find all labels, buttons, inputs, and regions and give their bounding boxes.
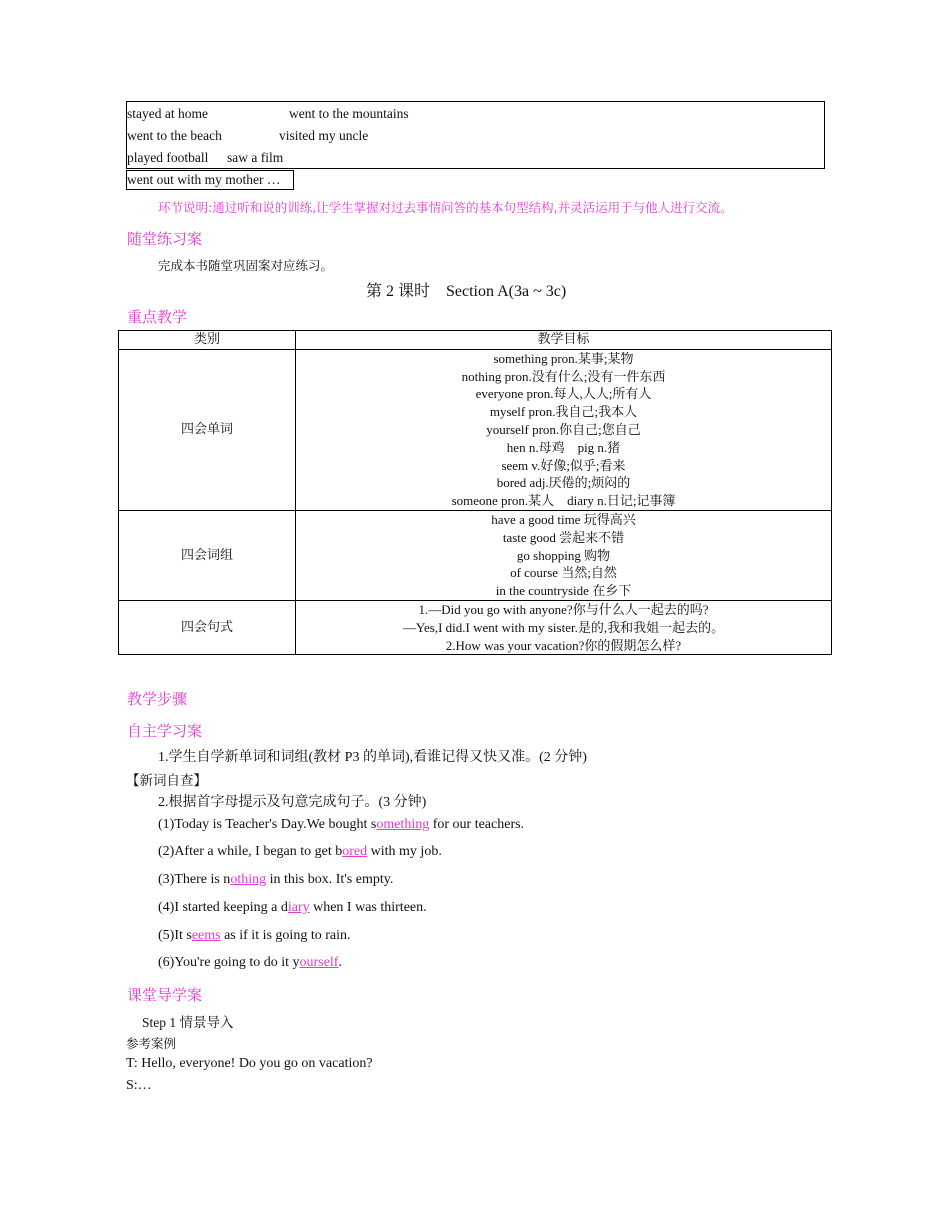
exercise-sentence — [158, 872, 393, 888]
goal-item: nothing pron.没有什么;没有一件东西 — [461, 368, 666, 384]
activity-phrase-box — [126, 101, 825, 169]
goal-item: myself pron.我自己;我本人 — [489, 404, 638, 420]
exercise-sentence — [158, 844, 442, 860]
reference-label: 参考案例 — [126, 1036, 177, 1051]
answer-blank: ourself — [299, 955, 339, 970]
answer-blank: omething — [376, 817, 430, 832]
phrase: went out with my mother … — [127, 172, 281, 187]
phrase: visited my uncle — [279, 128, 369, 143]
goal-item: have a good time 玩得高兴 — [491, 511, 636, 527]
goals-cell — [296, 600, 832, 654]
phrase: played football — [127, 150, 209, 165]
sentence-text: (1)Today is Teacher's Day.We bought s — [158, 817, 377, 832]
goal-item: someone pron.某人 diary n.日记;记事簿 — [451, 493, 676, 509]
teaching-goals-table — [118, 330, 832, 655]
goal-item: taste good 尝起来不错 — [502, 529, 625, 545]
goal-item: seem v.好像;似乎;看来 — [501, 457, 626, 473]
dialogue-teacher: T: Hello, everyone! Do you go on vacation? — [126, 1056, 373, 1071]
sentence-text: with my job. — [367, 844, 442, 859]
sentence-text: . — [338, 955, 342, 970]
dialogue-student: S:… — [126, 1078, 152, 1093]
phrase: stayed at home — [127, 106, 208, 121]
practice-text: 完成本书随堂巩固案对应练习。 — [158, 258, 334, 273]
self-study-heading: 自主学习案 — [127, 722, 203, 740]
sentence-text: when I was thirteen. — [309, 900, 427, 915]
steps-heading: 教学步骤 — [127, 690, 188, 708]
table-header: 教学目标 — [296, 331, 832, 350]
task-2: 2.根据首字母提示及句意完成句子。(3 分钟) — [158, 795, 427, 810]
exercise-sentence — [158, 900, 427, 916]
goals-cell — [296, 349, 832, 510]
phrase: saw a film — [227, 150, 284, 165]
goal-item: 2.How was your vacation?你的假期怎么样? — [445, 637, 682, 653]
sentence-text: (2)After a while, I began to get b — [158, 844, 343, 859]
goals-cell — [296, 510, 832, 600]
table-header: 类别 — [119, 331, 296, 350]
exercise-sentence — [158, 817, 524, 833]
sentence-text: as if it is going to rain. — [220, 928, 351, 943]
lesson-title: 第 2 课时 Section A(3a ~ 3c) — [366, 283, 567, 300]
phrase: went to the beach — [127, 128, 222, 143]
goal-item: everyone pron.每人,人人;所有人 — [475, 386, 652, 402]
goal-item: in the countryside 在乡下 — [495, 583, 632, 599]
goal-item: 1.—Did you go with anyone?你与什么人一起去的吗? — [418, 601, 709, 617]
goal-item: something pron.某事;某物 — [493, 350, 634, 366]
sentence-text: for our teachers. — [429, 817, 525, 832]
goal-item: hen n.母鸡 pig n.猪 — [506, 439, 621, 455]
activity-extra-box — [126, 170, 294, 190]
answer-blank: othing — [230, 872, 267, 887]
focus-heading: 重点教学 — [127, 308, 188, 326]
goal-item: —Yes,I did.I went with my sister.是的,我和我姐一起去的。 — [402, 619, 725, 635]
sentence-text: (3)There is n — [158, 872, 231, 887]
sentence-text: (4)I started keeping a d — [158, 900, 288, 915]
step-1-label: Step 1 情景导入 — [142, 1015, 234, 1030]
section-note: 环节说明:通过听和说的训练,让学生掌握对过去事情问答的基本句型结构,并灵活运用于与他人进行交流。 — [158, 200, 733, 215]
sentence-text: (5)It s — [158, 928, 192, 943]
sentence-text: in this box. It's empty. — [266, 872, 394, 887]
category-cell: 四会词组 — [119, 510, 296, 600]
category-cell: 四会句式 — [119, 600, 296, 654]
answer-blank: ored — [342, 844, 368, 859]
goal-item: bored adj.厌倦的;烦闷的 — [496, 475, 631, 491]
phrase: went to the mountains — [289, 106, 409, 121]
goal-item: yourself pron.你自己;您自己 — [486, 421, 641, 437]
exercise-sentence — [158, 928, 350, 944]
task-1: 1.学生自学新单词和词组(教材 P3 的单词),看谁记得又快又准。(2 分钟) — [158, 750, 587, 765]
category-cell: 四会单词 — [119, 349, 296, 510]
new-words-label: 【新词自查】 — [126, 773, 207, 789]
sentence-text: (6)You're going to do it y — [158, 955, 300, 970]
guide-heading: 课堂导学案 — [127, 986, 203, 1004]
practice-heading: 随堂练习案 — [127, 230, 203, 248]
goal-item: go shopping 购物 — [516, 547, 611, 563]
answer-blank: iary — [287, 900, 310, 915]
answer-blank: eems — [191, 928, 221, 943]
goal-item: of course 当然;自然 — [510, 565, 617, 581]
exercise-sentence — [158, 955, 342, 971]
